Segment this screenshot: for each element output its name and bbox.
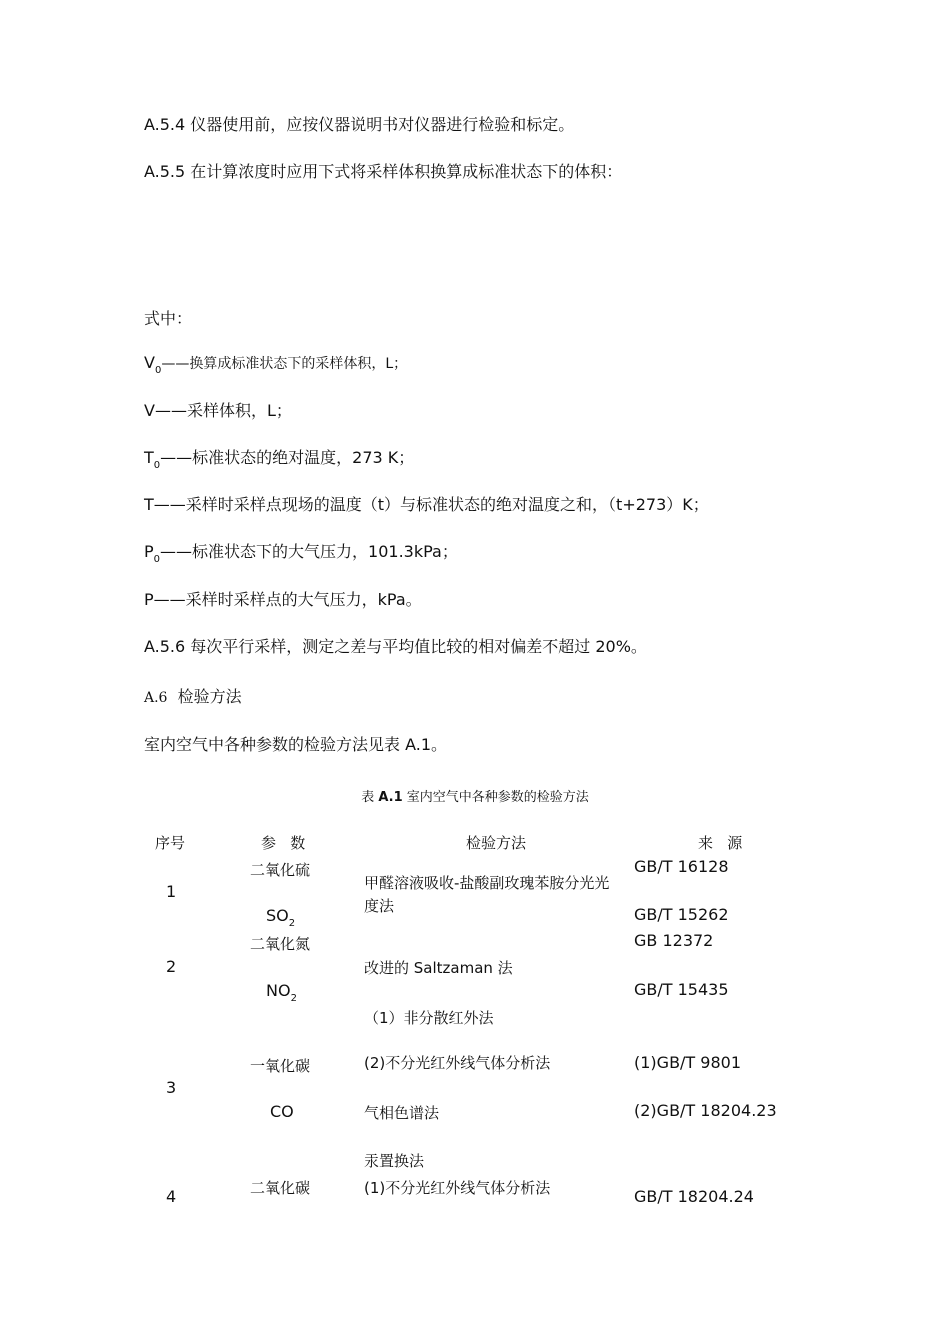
section-a-6-number: A.6 xyxy=(144,690,168,706)
symbol-def-p0 xyxy=(144,542,458,570)
clause-a-5-6: A.5.6 每次平行采样，测定之差与平均值比较的相对偏差不超过 20%。 xyxy=(144,637,647,656)
row-2-source-1: GB 12372 xyxy=(634,931,714,950)
symbol-p0-description: ——标准状态下的大气压力，101.3kPa； xyxy=(160,542,458,561)
symbol-p0: P xyxy=(144,542,154,561)
row-2-source-2: GB/T 15435 xyxy=(634,980,729,999)
row-3-method-1: （1）非分散红外法 xyxy=(364,1009,494,1027)
header-source: 来 源 xyxy=(698,834,743,852)
table-caption xyxy=(0,786,950,805)
row-3-source-2: (2)GB/T 18204.23 xyxy=(634,1101,777,1120)
row-1-method-line-1: 甲醛溶液吸收-盐酸副玫瑰苯胺分光光 xyxy=(364,874,610,892)
symbol-def-t0 xyxy=(144,448,414,476)
row-1-no: 1 xyxy=(166,882,177,901)
row-3-param-name: 一氧化碳 xyxy=(250,1057,311,1075)
where-label: 式中： xyxy=(144,309,193,328)
section-a-6-text: 室内空气中各种参数的检验方法见表 A.1。 xyxy=(144,735,448,754)
row-2-param-name: 二氧化氮 xyxy=(250,935,311,953)
symbol-t0-description: ——标准状态的绝对温度，273 K； xyxy=(160,448,415,467)
table-caption-prefix: 表 xyxy=(361,790,379,805)
section-a-6-heading xyxy=(144,687,242,708)
row-2-method: 改进的 Saltzaman 法 xyxy=(364,959,513,977)
symbol-v0-subscript: 0 xyxy=(154,365,162,376)
row-4-method-1: (1)不分光红外线气体分析法 xyxy=(364,1179,551,1197)
row-3-no: 3 xyxy=(166,1078,177,1097)
row-1-source-1: GB/T 16128 xyxy=(634,857,729,876)
symbol-def-v0 xyxy=(144,353,407,381)
symbol-v0-description: ——换算成标准状态下的采样体积，L； xyxy=(161,356,408,372)
symbol-def-t: T——采样时采样点现场的温度（t）与标准状态的绝对温度之和，（t+273）K； xyxy=(144,495,709,514)
row-1-param-formula: $SO_2$ xyxy=(266,906,296,929)
symbol-t0: T xyxy=(144,448,154,467)
row-4-param-name: 二氧化碳 xyxy=(250,1179,311,1197)
symbol-t0-subscript: 0 xyxy=(153,460,161,471)
header-method: 检验方法 xyxy=(466,834,527,852)
row-2-no: 2 xyxy=(166,957,177,976)
clause-a-5-4: A.5.4 仪器使用前，应按仪器说明书对仪器进行检验和标定。 xyxy=(144,115,575,134)
row-3-param-formula: CO xyxy=(270,1102,294,1121)
symbol-p0-subscript: 0 xyxy=(153,554,161,565)
header-param: 参 数 xyxy=(261,834,306,852)
row-2-param-formula: $NO_2$ xyxy=(266,981,297,1004)
row-4-source-1: GB/T 18204.24 xyxy=(634,1187,754,1206)
row-3-method-4: 汞置换法 xyxy=(364,1152,425,1170)
table-caption-id: A.1 xyxy=(378,790,403,805)
symbol-def-v: V——采样体积，L； xyxy=(144,401,292,420)
clause-a-5-5: A.5.5 在计算浓度时应用下式将采样体积换算成标准状态下的体积： xyxy=(144,162,623,181)
row-1-param-name: 二氧化硫 xyxy=(250,861,311,879)
row-3-method-3: 气相色谱法 xyxy=(364,1104,440,1122)
symbol-v0: V xyxy=(144,353,155,372)
row-4-no: 4 xyxy=(166,1187,177,1206)
header-no: 序号 xyxy=(155,834,186,852)
row-1-method-line-2: 度法 xyxy=(364,897,395,915)
row-3-source-1: (1)GB/T 9801 xyxy=(634,1053,742,1072)
row-3-method-2: (2)不分光红外线气体分析法 xyxy=(364,1054,551,1072)
symbol-def-p: P——采样时采样点的大气压力，kPa。 xyxy=(144,590,422,609)
table-caption-text: 室内空气中各种参数的检验方法 xyxy=(402,790,589,805)
row-1-source-2: GB/T 15262 xyxy=(634,905,729,924)
section-a-6-title: 检验方法 xyxy=(177,687,242,706)
